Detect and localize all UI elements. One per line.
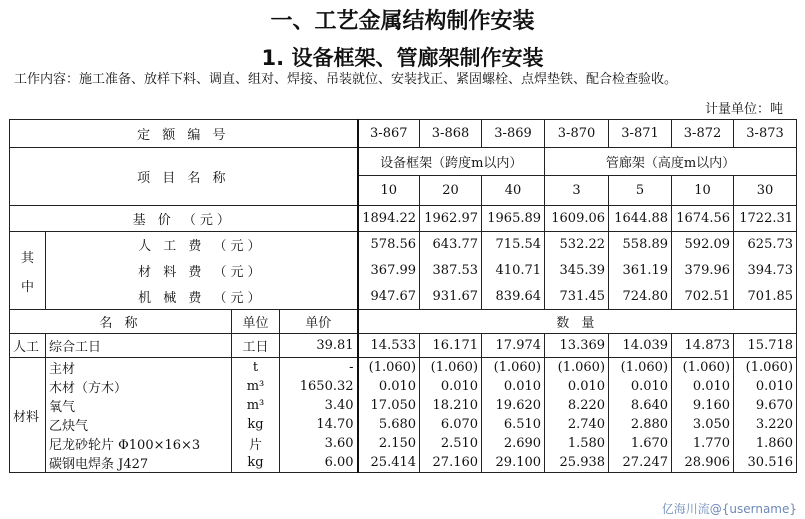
size-cell: 40: [482, 176, 545, 206]
value-cell: 1894.22: [358, 206, 420, 232]
value-cell: 27.160: [420, 453, 482, 473]
value-cell: 8.220: [545, 396, 609, 415]
value-cell: 29.100: [482, 453, 545, 473]
labor-cost-label: 人 工 费 （元）: [46, 232, 358, 258]
material-cost-label: 材 料 费 （元）: [46, 258, 358, 284]
value-cell: 3.220: [734, 415, 797, 434]
base-price-label: 基 价 （元）: [10, 206, 358, 232]
value-cell: 715.54: [482, 232, 545, 258]
item-unit: kg: [232, 453, 280, 473]
material-item-row: [10, 358, 797, 378]
value-cell: 578.56: [358, 232, 420, 258]
item-price: 1650.32: [280, 377, 358, 396]
value-cell: 2.740: [545, 415, 609, 434]
value-cell: 701.85: [734, 284, 797, 310]
value-cell: 1.860: [734, 434, 797, 453]
size-cell: 10: [672, 176, 734, 206]
value-cell: 14.039: [609, 334, 672, 358]
among-char-2: 中: [20, 279, 34, 295]
value-cell: 15.718: [734, 334, 797, 358]
size-cell: 10: [358, 176, 420, 206]
quantity-col-header: 数 量: [358, 310, 797, 334]
group-pipe-rack: 管廊架（高度m以内）: [545, 148, 797, 176]
value-cell: 410.71: [482, 258, 545, 284]
value-cell: 1962.97: [420, 206, 482, 232]
material-item-row: [10, 453, 797, 473]
value-cell: (1.060): [545, 358, 609, 378]
item-name: 碳钢电焊条 J427: [46, 453, 232, 473]
value-cell: 345.39: [545, 258, 609, 284]
subsection-title: 1. 设备框架、管廊架制作安装: [261, 46, 544, 70]
work-content: 工作内容：施工准备、放样下料、调直、组对、焊接、吊装就位、安装找正、紧固螺栓、点焊垫铁、配合检查验收。: [14, 72, 678, 87]
labor-section-label: 人工: [10, 334, 46, 358]
consumption-header-row: [10, 310, 797, 334]
value-cell: 1.770: [672, 434, 734, 453]
machine-cost-label: 机 械 费 （元）: [46, 284, 358, 310]
value-cell: 731.45: [545, 284, 609, 310]
material-item-row: [10, 396, 797, 415]
value-cell: (1.060): [420, 358, 482, 378]
size-cell: 5: [609, 176, 672, 206]
price-col-header: 单价: [280, 310, 358, 334]
value-cell: 0.010: [358, 377, 420, 396]
value-cell: 30.516: [734, 453, 797, 473]
unit-col-header: 单位: [232, 310, 280, 334]
value-cell: 367.99: [358, 258, 420, 284]
value-cell: (1.060): [482, 358, 545, 378]
item-price: 6.00: [280, 453, 358, 473]
item-price: 14.70: [280, 415, 358, 434]
quota-no-label: 定 额 编 号: [10, 120, 358, 148]
value-cell: 625.73: [734, 232, 797, 258]
value-cell: 931.67: [420, 284, 482, 310]
value-cell: 25.414: [358, 453, 420, 473]
name-col-header: 名 称: [10, 310, 232, 334]
value-cell: 1.670: [609, 434, 672, 453]
value-cell: 6.510: [482, 415, 545, 434]
section-title: 一、工艺金属结构制作安装: [270, 9, 535, 34]
value-cell: 5.680: [358, 415, 420, 434]
value-cell: 13.369: [545, 334, 609, 358]
item-price: 3.60: [280, 434, 358, 453]
material-item-row: [10, 434, 797, 453]
size-cell: 30: [734, 176, 797, 206]
value-cell: 592.09: [672, 232, 734, 258]
base-price-row: [10, 206, 797, 232]
value-cell: 14.533: [358, 334, 420, 358]
value-cell: 14.873: [672, 334, 734, 358]
value-cell: 379.96: [672, 258, 734, 284]
item-name: 乙炔气: [46, 415, 232, 434]
item-price: -: [280, 358, 358, 378]
material-cost-row: [10, 258, 797, 284]
value-cell: 17.974: [482, 334, 545, 358]
item-name: 氧气: [46, 396, 232, 415]
value-cell: 0.010: [545, 377, 609, 396]
machine-cost-row: [10, 284, 797, 310]
value-cell: 25.938: [545, 453, 609, 473]
code-cell: 3-873: [734, 120, 797, 148]
code-cell: 3-870: [545, 120, 609, 148]
value-cell: 0.010: [672, 377, 734, 396]
value-cell: 9.160: [672, 396, 734, 415]
item-name-label: 项 目 名 称: [10, 148, 358, 206]
value-cell: 1644.88: [609, 206, 672, 232]
item-name: 尼龙砂轮片 Φ100×16×3: [46, 434, 232, 453]
value-cell: 6.070: [420, 415, 482, 434]
group-equipment-frame: 设备框架（跨度m以内）: [358, 148, 545, 176]
value-cell: (1.060): [609, 358, 672, 378]
item-unit: t: [232, 358, 280, 378]
item-price: 3.40: [280, 396, 358, 415]
among-char-1: 其: [20, 250, 34, 266]
value-cell: 0.010: [609, 377, 672, 396]
value-cell: 1.580: [545, 434, 609, 453]
labor-cost-row: [10, 232, 797, 258]
value-cell: 18.210: [420, 396, 482, 415]
labor-item-row: [10, 334, 797, 358]
value-cell: 394.73: [734, 258, 797, 284]
value-cell: 2.510: [420, 434, 482, 453]
value-cell: 2.150: [358, 434, 420, 453]
value-cell: 1609.06: [545, 206, 609, 232]
value-cell: 643.77: [420, 232, 482, 258]
value-cell: 3.050: [672, 415, 734, 434]
value-cell: 16.171: [420, 334, 482, 358]
value-cell: 702.51: [672, 284, 734, 310]
value-cell: 0.010: [420, 377, 482, 396]
item-name: 综合工日: [46, 334, 232, 358]
value-cell: 27.247: [609, 453, 672, 473]
quota-no-row: [10, 120, 797, 148]
material-section-label: 材料: [10, 358, 46, 473]
code-cell: 3-871: [609, 120, 672, 148]
value-cell: (1.060): [734, 358, 797, 378]
value-cell: 2.880: [609, 415, 672, 434]
group-row: [10, 148, 797, 176]
value-cell: 947.67: [358, 284, 420, 310]
value-cell: 8.640: [609, 396, 672, 415]
item-unit: m³: [232, 396, 280, 415]
value-cell: 17.050: [358, 396, 420, 415]
value-cell: 387.53: [420, 258, 482, 284]
value-cell: 19.620: [482, 396, 545, 415]
value-cell: 839.64: [482, 284, 545, 310]
value-cell: (1.060): [672, 358, 734, 378]
code-cell: 3-867: [358, 120, 420, 148]
value-cell: (1.060): [358, 358, 420, 378]
item-price: 39.81: [280, 334, 358, 358]
size-cell: 20: [420, 176, 482, 206]
value-cell: 532.22: [545, 232, 609, 258]
unit-label: 计量单位：吨: [704, 102, 783, 117]
value-cell: 361.19: [609, 258, 672, 284]
item-unit: 片: [232, 434, 280, 453]
item-name: 木材（方木）: [46, 377, 232, 396]
value-cell: 0.010: [482, 377, 545, 396]
code-cell: 3-869: [482, 120, 545, 148]
value-cell: 1674.56: [672, 206, 734, 232]
value-cell: 28.906: [672, 453, 734, 473]
value-cell: 724.80: [609, 284, 672, 310]
material-item-row: [10, 415, 797, 434]
value-cell: 0.010: [734, 377, 797, 396]
code-cell: 3-872: [672, 120, 734, 148]
value-cell: 9.670: [734, 396, 797, 415]
value-cell: 558.89: [609, 232, 672, 258]
quota-table: [9, 119, 797, 473]
item-unit: 工日: [232, 334, 280, 358]
value-cell: 2.690: [482, 434, 545, 453]
material-item-row: [10, 377, 797, 396]
item-unit: kg: [232, 415, 280, 434]
among-label: [10, 232, 46, 310]
item-unit: m³: [232, 377, 280, 396]
size-cell: 3: [545, 176, 609, 206]
value-cell: 1722.31: [734, 206, 797, 232]
code-cell: 3-868: [420, 120, 482, 148]
watermark: 亿海川流@{username}: [661, 502, 797, 516]
value-cell: 1965.89: [482, 206, 545, 232]
item-name: 主材: [46, 358, 232, 378]
